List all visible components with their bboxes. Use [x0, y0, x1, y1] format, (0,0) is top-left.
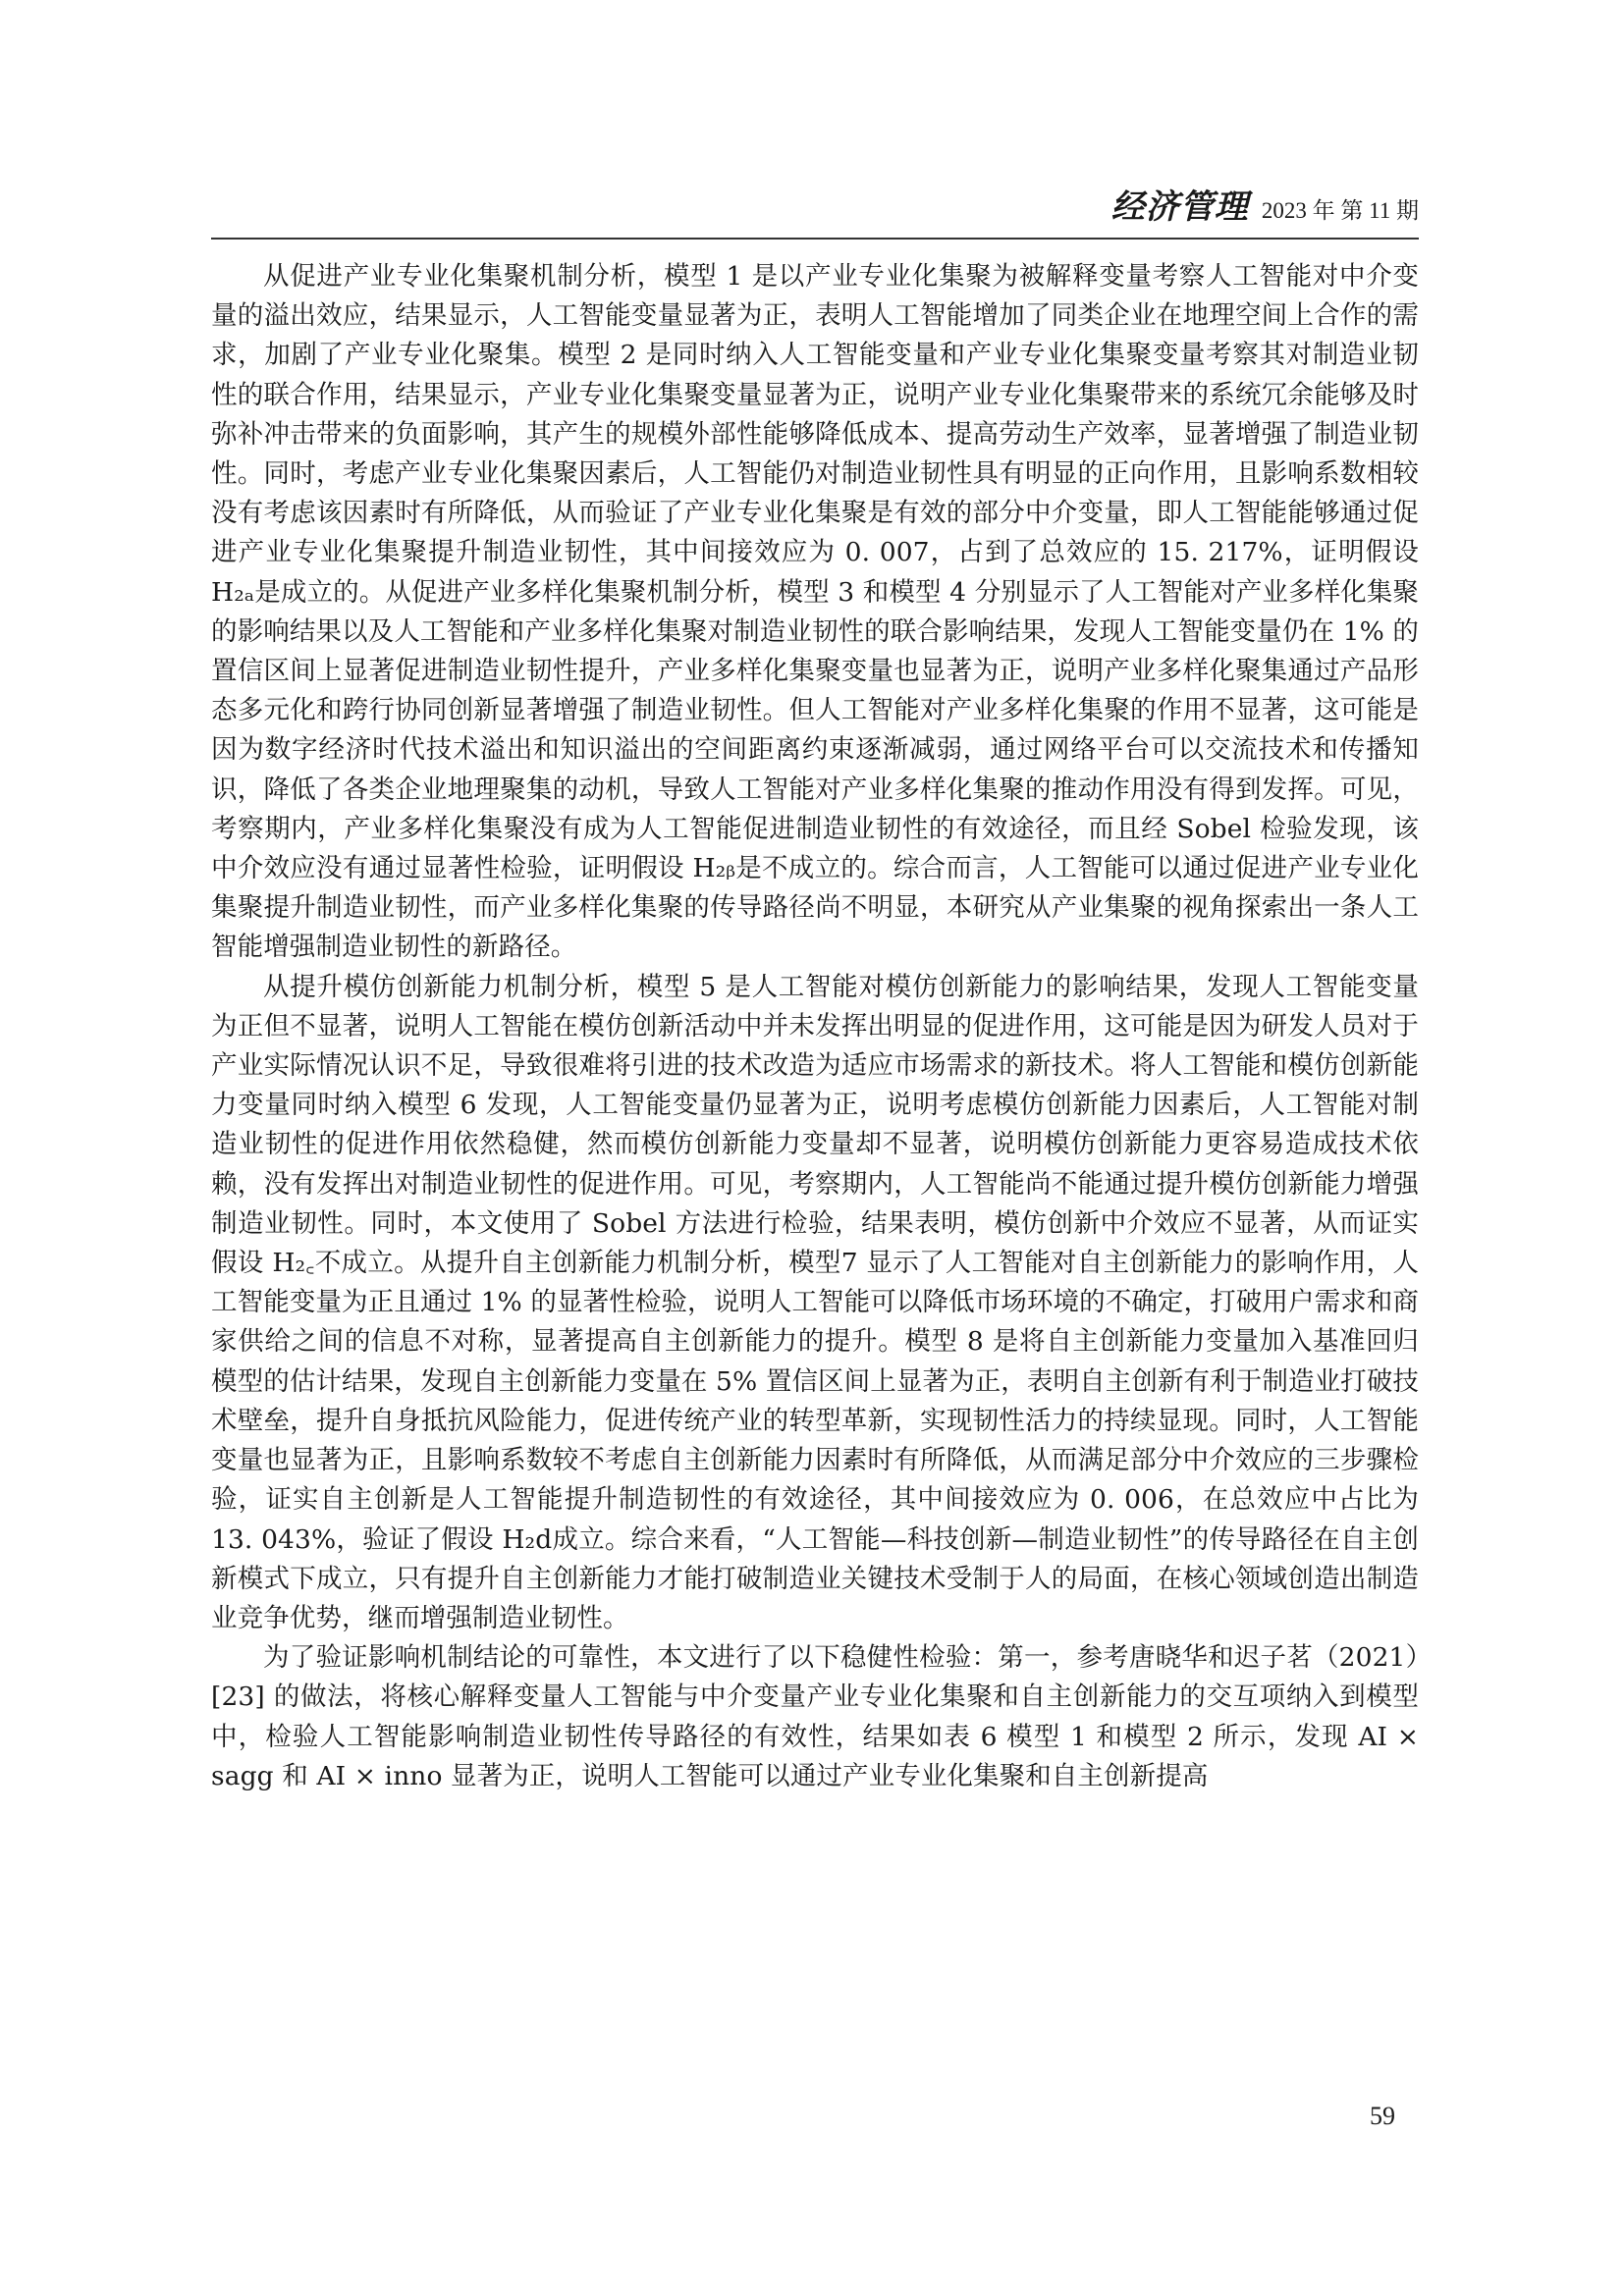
paragraph-mechanism-innovation: 从提升模仿创新能力机制分析，模型 5 是人工智能对模仿创新能力的影响结果，发现人工智能变量为正但不显著，说明人工智能在模仿创新活动中并未发挥出明显的促进作用，这可能是因为研发人员对于产业实际情况认识不足，导致很难将引进的技术改造为适应市场需求的新技术。将人工智能和模仿创新能力变量同时纳入模型 6 发现，人工智能变量仍显著为正，说明考虑模仿创新能力因素后，人工智能对制造业韧性的促进作用依然稳健，然而模仿创新能力变量却不显著，说明模仿创新能力更容易造成技术依赖，没有发挥出对制造业韧性的促进作用。可见，考察期内，人工智能尚不能通过提升模仿创新能力增强制造业韧性。同时，本文使用了 Sobel 方法进行检验，结果表明，模仿创新中介效应不显著，从而证实假设 H₂꜀不成立。从提升自主创新能力机制分析，模型7 显示了人工智能对自主创新能力的影响作用，人工智能变量为正且通过 1% 的显著性检验，说明人工智能可以降低市场环境的不确定，打破用户需求和商家供给之间的信息不对称，显著提高自主创新能力的提升。模型 8 是将自主创新能力变量加入基准回归模型的估计结果，发现自主创新能力变量在 5% 置信区间上显著为正，表明自主创新有利于制造业打破技术壁垒，提升自身抵抗风险能力，促进传统产业的转型革新，实现韧性活力的持续显现。同时，人工智能变量也显著为正，且影响系数较不考虑自主创新能力因素时有所降低，从而满足部分中介效应的三步骤检验，证实自主创新是人工智能提升制造韧性的有效途径，其中间接效应为 0. 006，在总效应中占比为 13. 043%，验证了假设 H₂d成立。综合来看，“人工智能—科技创新—制造业韧性”的传导路径在自主创新模式下成立，只有提升自主创新能力才能打破制造业关键技术受制于人的局面，在核心领域创造出制造业竞争优势，继而增强制造业韧性。: [211, 971, 1419, 1633]
journal-name: 经济管理: [1110, 187, 1249, 227]
journal-info: [1111, 180, 1419, 228]
paragraph-robustness-check: 为了验证影响机制结论的可靠性，本文进行了以下稳健性检验：第一，参考唐晓华和迟子茗（2021）[23] 的做法，将核心解释变量人工智能与中介变量产业专业化集聚和自主创新能力的交互项纳入到模型中，检验人工智能影响制造业韧性传导路径的有效性，结果如表 6 模型 1 和模型 2 所示，发现 AI × sagg 和 AI × inno 显著为正，说明人工智能可以通过产业专业化集聚和自主创新提高: [211, 1642, 1419, 1791]
page-number: 59: [1370, 2102, 1395, 2130]
paragraph-mechanism-agglomeration: 从促进产业专业化集聚机制分析，模型 1 是以产业专业化集聚为被解释变量考察人工智能对中介变量的溢出效应，结果显示，人工智能变量显著为正，表明人工智能增加了同类企业在地理空间上合作的需求，加剧了产业专业化聚集。模型 2 是同时纳入人工智能变量和产业专业化集聚变量考察其对制造业韧性的联合作用，结果显示，产业专业化集聚变量显著为正，说明产业专业化集聚带来的系统冗余能够及时弥补冲击带来的负面影响，其产生的规模外部性能够降低成本、提高劳动生产效率，显著增强了制造业韧性。同时，考虑产业专业化集聚因素后，人工智能仍对制造业韧性具有明显的正向作用，且影响系数相较没有考虑该因素时有所降低，从而验证了产业专业化集聚是有效的部分中介变量，即人工智能能够通过促进产业专业化集聚提升制造业韧性，其中间接效应为 0. 007，占到了总效应的 15. 217%，证明假设 H₂ₐ是成立的。从促进产业多样化集聚机制分析，模型 3 和模型 4 分别显示了人工智能对产业多样化集聚的影响结果以及人工智能和产业多样化集聚对制造业韧性的联合影响结果，发现人工智能变量仍在 1% 的置信区间上显著促进制造业韧性提升，产业多样化集聚变量也显著为正，说明产业多样化聚集通过产品形态多元化和跨行协同创新显著增强了制造业韧性。但人工智能对产业多样化集聚的作用不显著，这可能是因为数字经济时代技术溢出和知识溢出的空间距离约束逐渐减弱，通过网络平台可以交流技术和传播知识，降低了各类企业地理聚集的动机，导致人工智能对产业多样化集聚的推动作用没有得到发挥。可见，考察期内，产业多样化集聚没有成为人工智能促进制造业韧性的有效途径，而且经 Sobel 检验发现，该中介效应没有通过显著性检验，证明假设 H₂ᵦ是不成立的。综合而言，人工智能可以通过促进产业专业化集聚提升制造业韧性，而产业多样化集聚的传导路径尚不明显，本研究从产业集聚的视角探索出一条人工智能增强制造业韧性的新路径。: [211, 261, 1419, 963]
article-body: [211, 257, 1419, 1796]
journal-issue: 2023 年 第 11 期: [1261, 198, 1419, 223]
running-header: [211, 187, 1419, 240]
